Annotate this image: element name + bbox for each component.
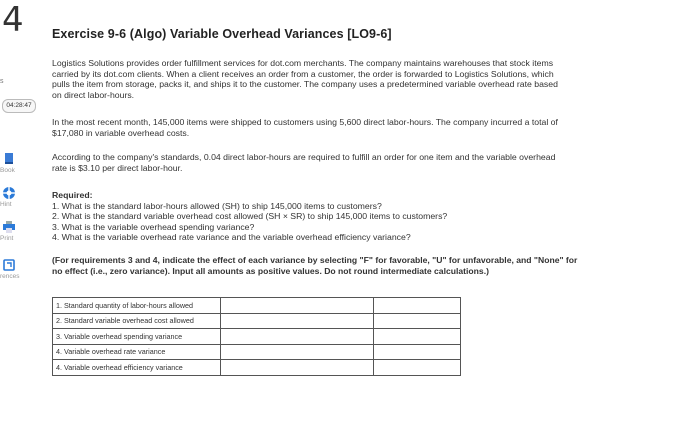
intro-paragraph [52, 58, 558, 100]
points-label: s [0, 78, 4, 85]
table-row [53, 329, 461, 345]
references-button[interactable] [0, 258, 40, 280]
exercise-title: Exercise 9-6 (Algo) Variable Overhead Variances [LO9-6] [52, 27, 392, 41]
references-label: rences [0, 273, 20, 280]
row-label: 3. Variable overhead spending variance [53, 329, 221, 345]
instructions-note [52, 255, 577, 277]
instruction-line: no effect (i.e., zero variance). Input all amounts as positive values. Do not round intermediate calculations.) [52, 265, 489, 276]
standards-line: rate is $3.10 per direct labor-hour. [52, 162, 183, 173]
required-item: 4. What is the variable overhead rate variance and the variable overhead efficiency variance? [52, 232, 411, 243]
print-button[interactable] [0, 220, 40, 242]
required-item: 2. What is the standard variable overhead cost allowed (SH × SR) to ship 145,000 items to customers? [52, 211, 448, 222]
standards-line: According to the company's standards, 0.04 direct labor-hours are required to fulfill an order for one item and the variable overhead [52, 152, 556, 162]
print-label: Print [0, 235, 14, 242]
references-icon [2, 258, 16, 272]
book-button[interactable] [0, 152, 40, 174]
instruction-line: (For requirements 3 and 4, indicate the effect of each variance by selecting "F" for favorable, "U" for unfavorable, and "None" for [52, 255, 578, 265]
recent-line: In the most recent month, 145,000 items were shipped to customers using 5,600 direct labor-hours. The company incurred a total of [52, 117, 558, 127]
recent-month-paragraph [52, 117, 558, 138]
effect-select-cell [374, 313, 461, 329]
effect-select-cell[interactable] [374, 360, 461, 376]
required-section [52, 190, 447, 243]
table-row [53, 313, 461, 329]
print-icon [2, 220, 16, 234]
answer-input-cell[interactable] [221, 344, 374, 360]
hint-icon [2, 186, 16, 200]
intro-line: carried by its dot.com clients. When a client receives an order from a customer, the order is forwarded to Logistics Solutions, which [52, 68, 554, 79]
answer-table [52, 297, 461, 376]
row-label: 4. Variable overhead rate variance [53, 344, 221, 360]
row-label: 2. Standard variable overhead cost allowed [53, 313, 221, 329]
hint-label: Hint [0, 201, 12, 208]
answer-input-cell[interactable] [221, 298, 374, 314]
answer-input-cell[interactable] [221, 329, 374, 345]
answer-input-cell[interactable] [221, 313, 374, 329]
required-item: 1. What is the standard labor-hours allowed (SH) to ship 145,000 items to customers? [52, 200, 382, 211]
required-item: 3. What is the variable overhead spending variance? [52, 221, 255, 232]
intro-line: on direct labor-hours. [52, 89, 135, 100]
row-label: 4. Variable overhead efficiency variance [53, 360, 221, 376]
effect-select-cell[interactable] [374, 329, 461, 345]
table-row [53, 344, 461, 360]
answer-input-cell[interactable] [221, 360, 374, 376]
effect-select-cell[interactable] [374, 344, 461, 360]
row-label: 1. Standard quantity of labor-hours allowed [53, 298, 221, 314]
recent-line: $17,080 in variable overhead costs. [52, 127, 190, 138]
required-heading: Required: [52, 190, 93, 200]
timer-display: 04:28:47 [2, 99, 36, 113]
left-toolbar [0, 0, 40, 429]
hint-button[interactable] [0, 186, 40, 208]
table-row [53, 360, 461, 376]
effect-select-cell [374, 298, 461, 314]
question-number: 4 [2, 0, 24, 40]
standards-paragraph [52, 152, 555, 173]
book-icon [2, 152, 16, 166]
table-row [53, 298, 461, 314]
intro-line: pulls the item from storage, packs it, and ships it to the customer. The company uses a predetermined variable overhead rate based [52, 79, 558, 90]
book-label: Book [0, 167, 15, 174]
intro-line: Logistics Solutions provides order fulfillment services for dot.com merchants. The company maintains warehouses that stock items [52, 58, 554, 68]
